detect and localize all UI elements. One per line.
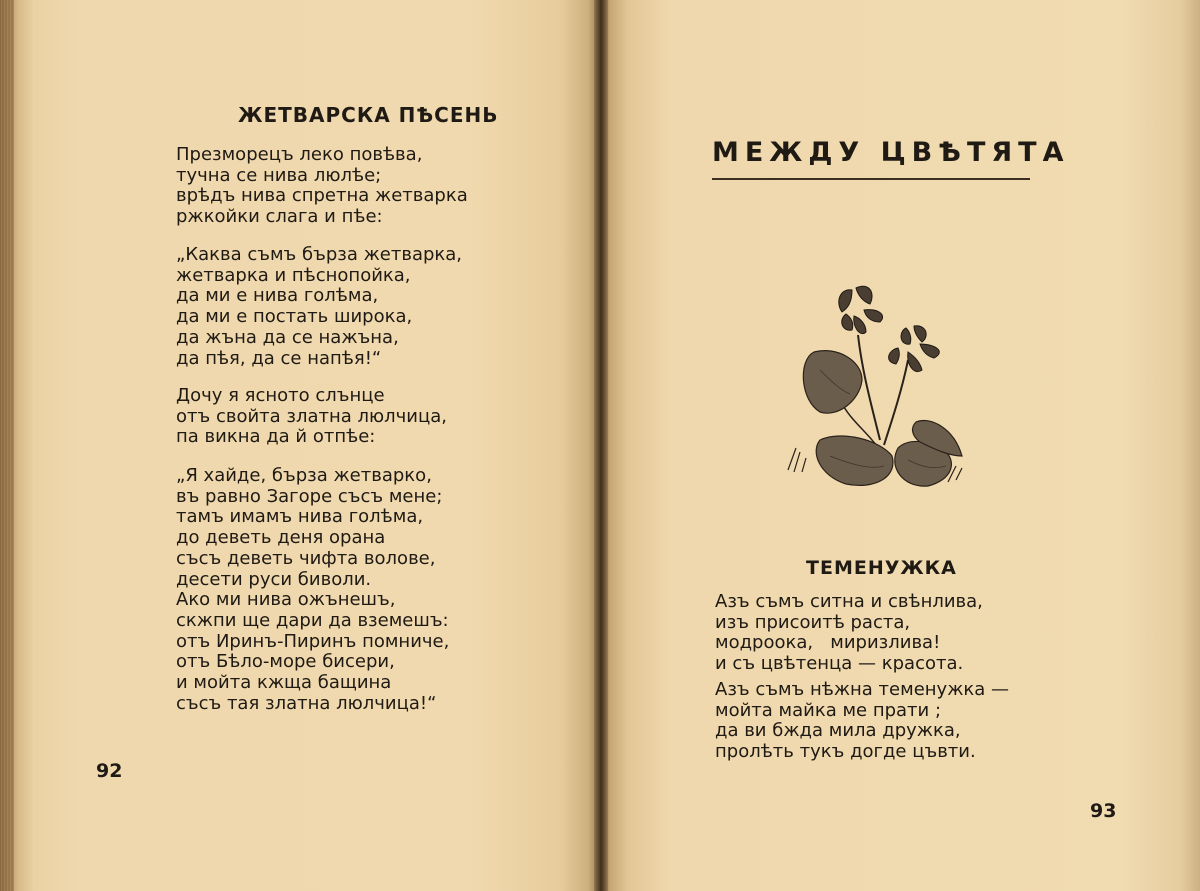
- stanza-4: „Я хайде, бърза жетварко, въ равно Загоре съсъ мене; тамъ имамъ нива голѣма, до деветь деня орана съсъ деветь чифта волове, десети руси биволи. Ако ми нива ожънешъ, скжпи ще дари да вземешъ: отъ Иринъ-Пиринъ помниче, отъ Бѣло-море бисери, и мойта кжща бащина съсъ тая златна люлчица!“: [176, 465, 450, 714]
- poem-title-harvest-song: ЖЕТВАРСКА ПѢСЕНЬ: [238, 103, 499, 127]
- book-gutter: [594, 0, 608, 891]
- stanza-3: Дочу я ясното слънце отъ свойта златна люлчица, па викна да й отпѣе:: [176, 385, 448, 448]
- violet-stanza-2: Азъ съмъ нѣжна теменужка — мойта майка ме прати ; да ви бжда мила дружка, пролѣть тукъ догде цъвти.: [715, 679, 1010, 762]
- violet-flower-illustration: [780, 280, 970, 500]
- stanza-2: „Каква съмъ бърза жетварка, жетварка и пѣснопойка, да ми е нива голѣма, да ми е постать широка, да жъна да се нажъна, да пѣя, да се напѣя!“: [176, 244, 463, 369]
- page-number-left: 92: [96, 760, 123, 782]
- title-rule: [712, 178, 1030, 180]
- page-edges: [0, 0, 14, 891]
- violet-stanza-1: Азъ съмъ ситна и свѣнлива, изъ присоитѣ раста, модроока, миризлива! и съ цвѣтенца — красота.: [715, 591, 983, 674]
- stanza-1: Презморецъ леко повѣва, тучна се нива люлѣе; врѣдъ нива спретна жетварка ржкойки слага и пѣе:: [176, 144, 468, 228]
- poem-title-violet: ТЕМЕНУЖКА: [806, 557, 957, 579]
- section-title: МЕЖДУ ЦВѢТЯТА: [712, 137, 1070, 168]
- page-number-right: 93: [1090, 800, 1117, 822]
